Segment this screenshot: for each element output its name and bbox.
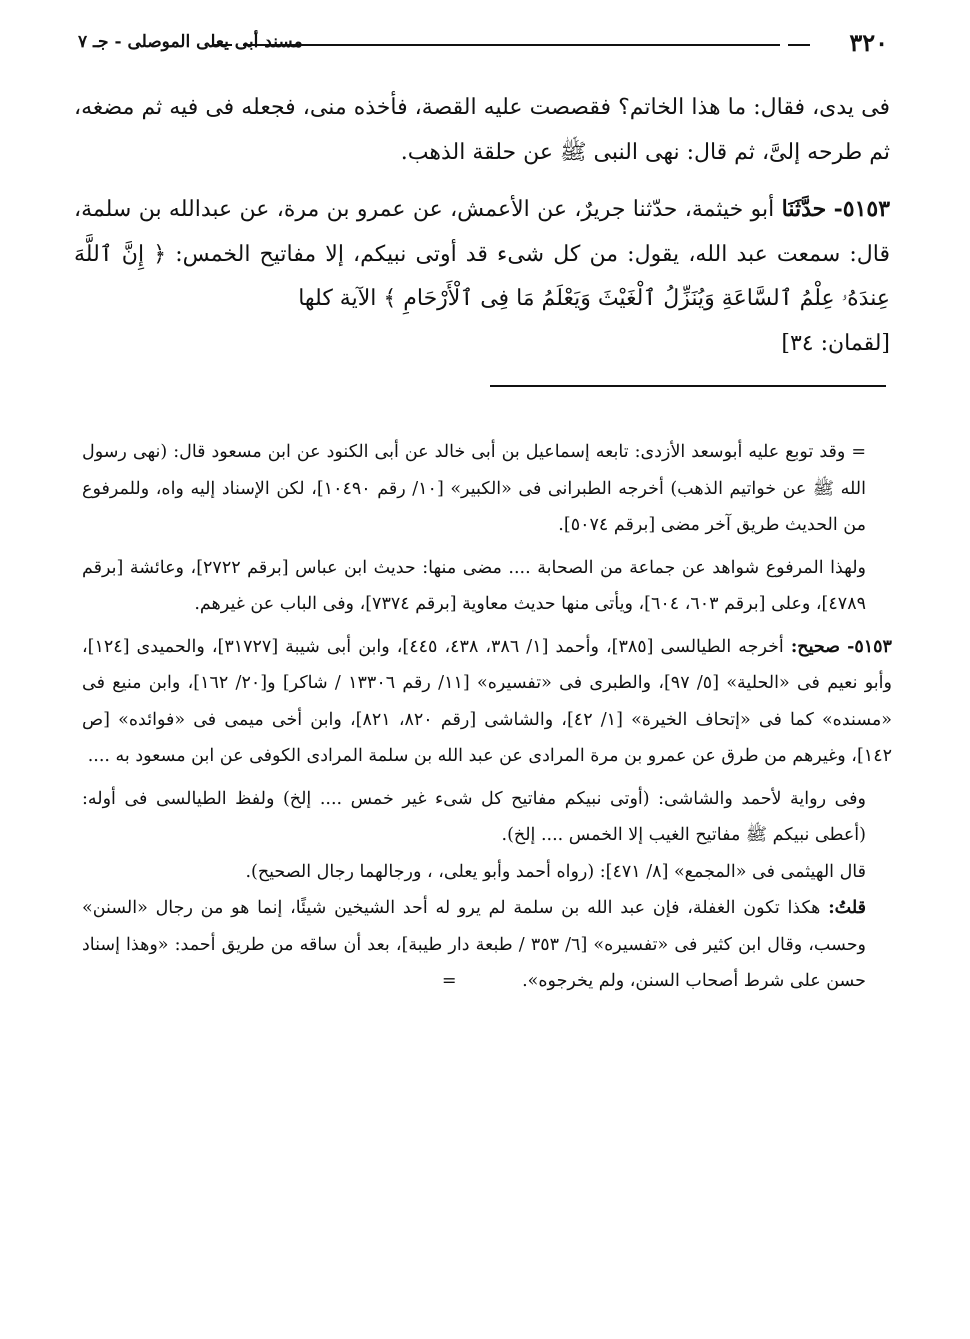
quran-verse: ﴿ إِنَّ ٱللَّهَ عِندَهُۥ عِلْمُ ٱلسَّاعَةِ وَيُنَزِّلُ ٱلْغَيْثَ وَيَعْلَمُ مَا فِى ٱلْأَرْحَامِ ﴾ bbox=[74, 241, 890, 311]
footnote-text: أخرجه الطيالسى [٣٨٥]، وأحمد [١/ ٣٨٦، ٤٣٨، ٤٤٥]، وابن أبى شيبة [٣١٧٢٧]، والحميدى [١٢٤]، وأبو نعيم فى «الحلية» [٥/ ٩٧]، والطبرى فى «تفسيره» [١١/ رقم ١٣٣٠٦ / شاكر] و[٢٠/ ١٦٢]، وابن منيع فى «مسنده» كما فى «إتحاف الخيرة» [١/ ٤٢]، والشاشى [رقم ٨٢٠، ٨٢١]، وابن أخى ميمى فى «فوائده» [ص ١٤٢]، وغيرهم من طرق عن عمرو بن مرة المرادى عن عبد الله بن سلمة المرادى الكوفى عن ابن مسعود به .... bbox=[82, 636, 893, 766]
footnote-paragraph bbox=[82, 890, 892, 1000]
grade-label: صحيح: bbox=[790, 636, 841, 657]
footnote-text: هكذا تكون الغفلة، فإن عبد الله بن سلمة لم يرو له أحد الشيخين شيئًا، إنما هو من رجال «السنن» وحسب، وقال ابن كثير فى «تفسيره» [٦/ ٣٥٣ / طبعة دار طيبة]، بعد أن ساقه من طريق أحمد: «وهذا إسناد حسن على شرط أصحاب السنن، ولم يخرجوه». bbox=[82, 898, 867, 991]
footnote-text: = وقد توبع عليه أبوسعد الأزدى: تابعه إسماعيل بن أبى خالد عن أبى الكنود عن ابن مسعود قال: (نهى رسول الله ﷺ عن خواتيم الذهب) أخرجه الطبرانى فى «الكبير» [١٠/ رقم ١٠٤٩٠]، لكن الإسناد إليه واه، وللمرفوع من الحديث طريق آخر مضى [برقم ٥٠٧٤]. bbox=[82, 442, 866, 535]
hadith-paragraph bbox=[74, 187, 890, 366]
hadith-text: أبو خيثمة، حدّثنا جريرٌ، عن الأعمش، عن عمرو بن مرة، عن عبدالله بن سلمة، قال: سمعت عبد الله، يقول: من كل شىء قد أوتى نبيكم، إلا مفاتيح الخمس: bbox=[74, 197, 890, 267]
verse-tail: الآية كلها bbox=[298, 286, 377, 311]
footnote-number: ٥١٥٣- bbox=[847, 636, 892, 657]
running-title: مسند أبى يعلى الموصلى - جـ ٧ bbox=[78, 32, 303, 52]
verse-reference: [لقمان: ٣٤] bbox=[781, 330, 890, 356]
footnote-paragraph bbox=[82, 781, 892, 854]
hadith-number: ٥١٥٣- bbox=[833, 196, 891, 222]
paragraph-continuation: فى يدى، فقال: ما هذا الخاتم؟ فقصصت عليه القصة، فأخذه منى، فجعله فى فيه ثم مضغه، ثم طرحه إلىَّ، ثم قال: نهى النبى ﷺ عن حلقة الذهب. bbox=[74, 95, 890, 165]
comment-label: قلتُ: bbox=[828, 898, 866, 918]
continuation-mark: = bbox=[441, 971, 457, 991]
footnote-paragraph bbox=[82, 629, 892, 775]
text-paragraph bbox=[74, 86, 890, 175]
footnote-paragraph bbox=[82, 550, 892, 623]
page-header bbox=[78, 28, 888, 64]
header-rule bbox=[243, 44, 780, 46]
footnote-text: قال الهيثمى فى «المجمع» [٨/ ٤٧١]: (رواه أحمد وأبو يعلى، ، ورجالهما رجال الصحيح). bbox=[245, 861, 866, 882]
page-number: ٣٢٠ bbox=[849, 28, 888, 57]
footnotes bbox=[82, 434, 892, 1000]
footnote-paragraph bbox=[82, 854, 892, 891]
footnote-text: وفى رواية لأحمد والشاشى: (أوتى نبيكم مفاتيح كل شىء غير خمس .... إلخ) ولفظ الطيالسى فى أوله: (أعطى نبيكم ﷺ مفاتيح الغيب إلا الخمس .... إلخ). bbox=[82, 788, 866, 845]
header-dash-right bbox=[788, 44, 810, 46]
main-text bbox=[74, 86, 890, 366]
hadith-opening: حدَّثَنَا bbox=[781, 196, 827, 222]
footnote-separator bbox=[490, 385, 886, 387]
footnote-paragraph bbox=[82, 434, 892, 544]
footnote-text: ولهذا المرفوع شواهد عن جماعة من الصحابة .... مضى منها: حديث ابن عباس [برقم ٢٧٢٢]، وعائشة [برقم ٤٧٨٩]، وعلى [برقم ٦٠٣، ٦٠٤]، ويأتى منها حديث معاوية [برقم ٧٣٧٤]، وفى الباب عن غيرهم. bbox=[82, 557, 866, 614]
